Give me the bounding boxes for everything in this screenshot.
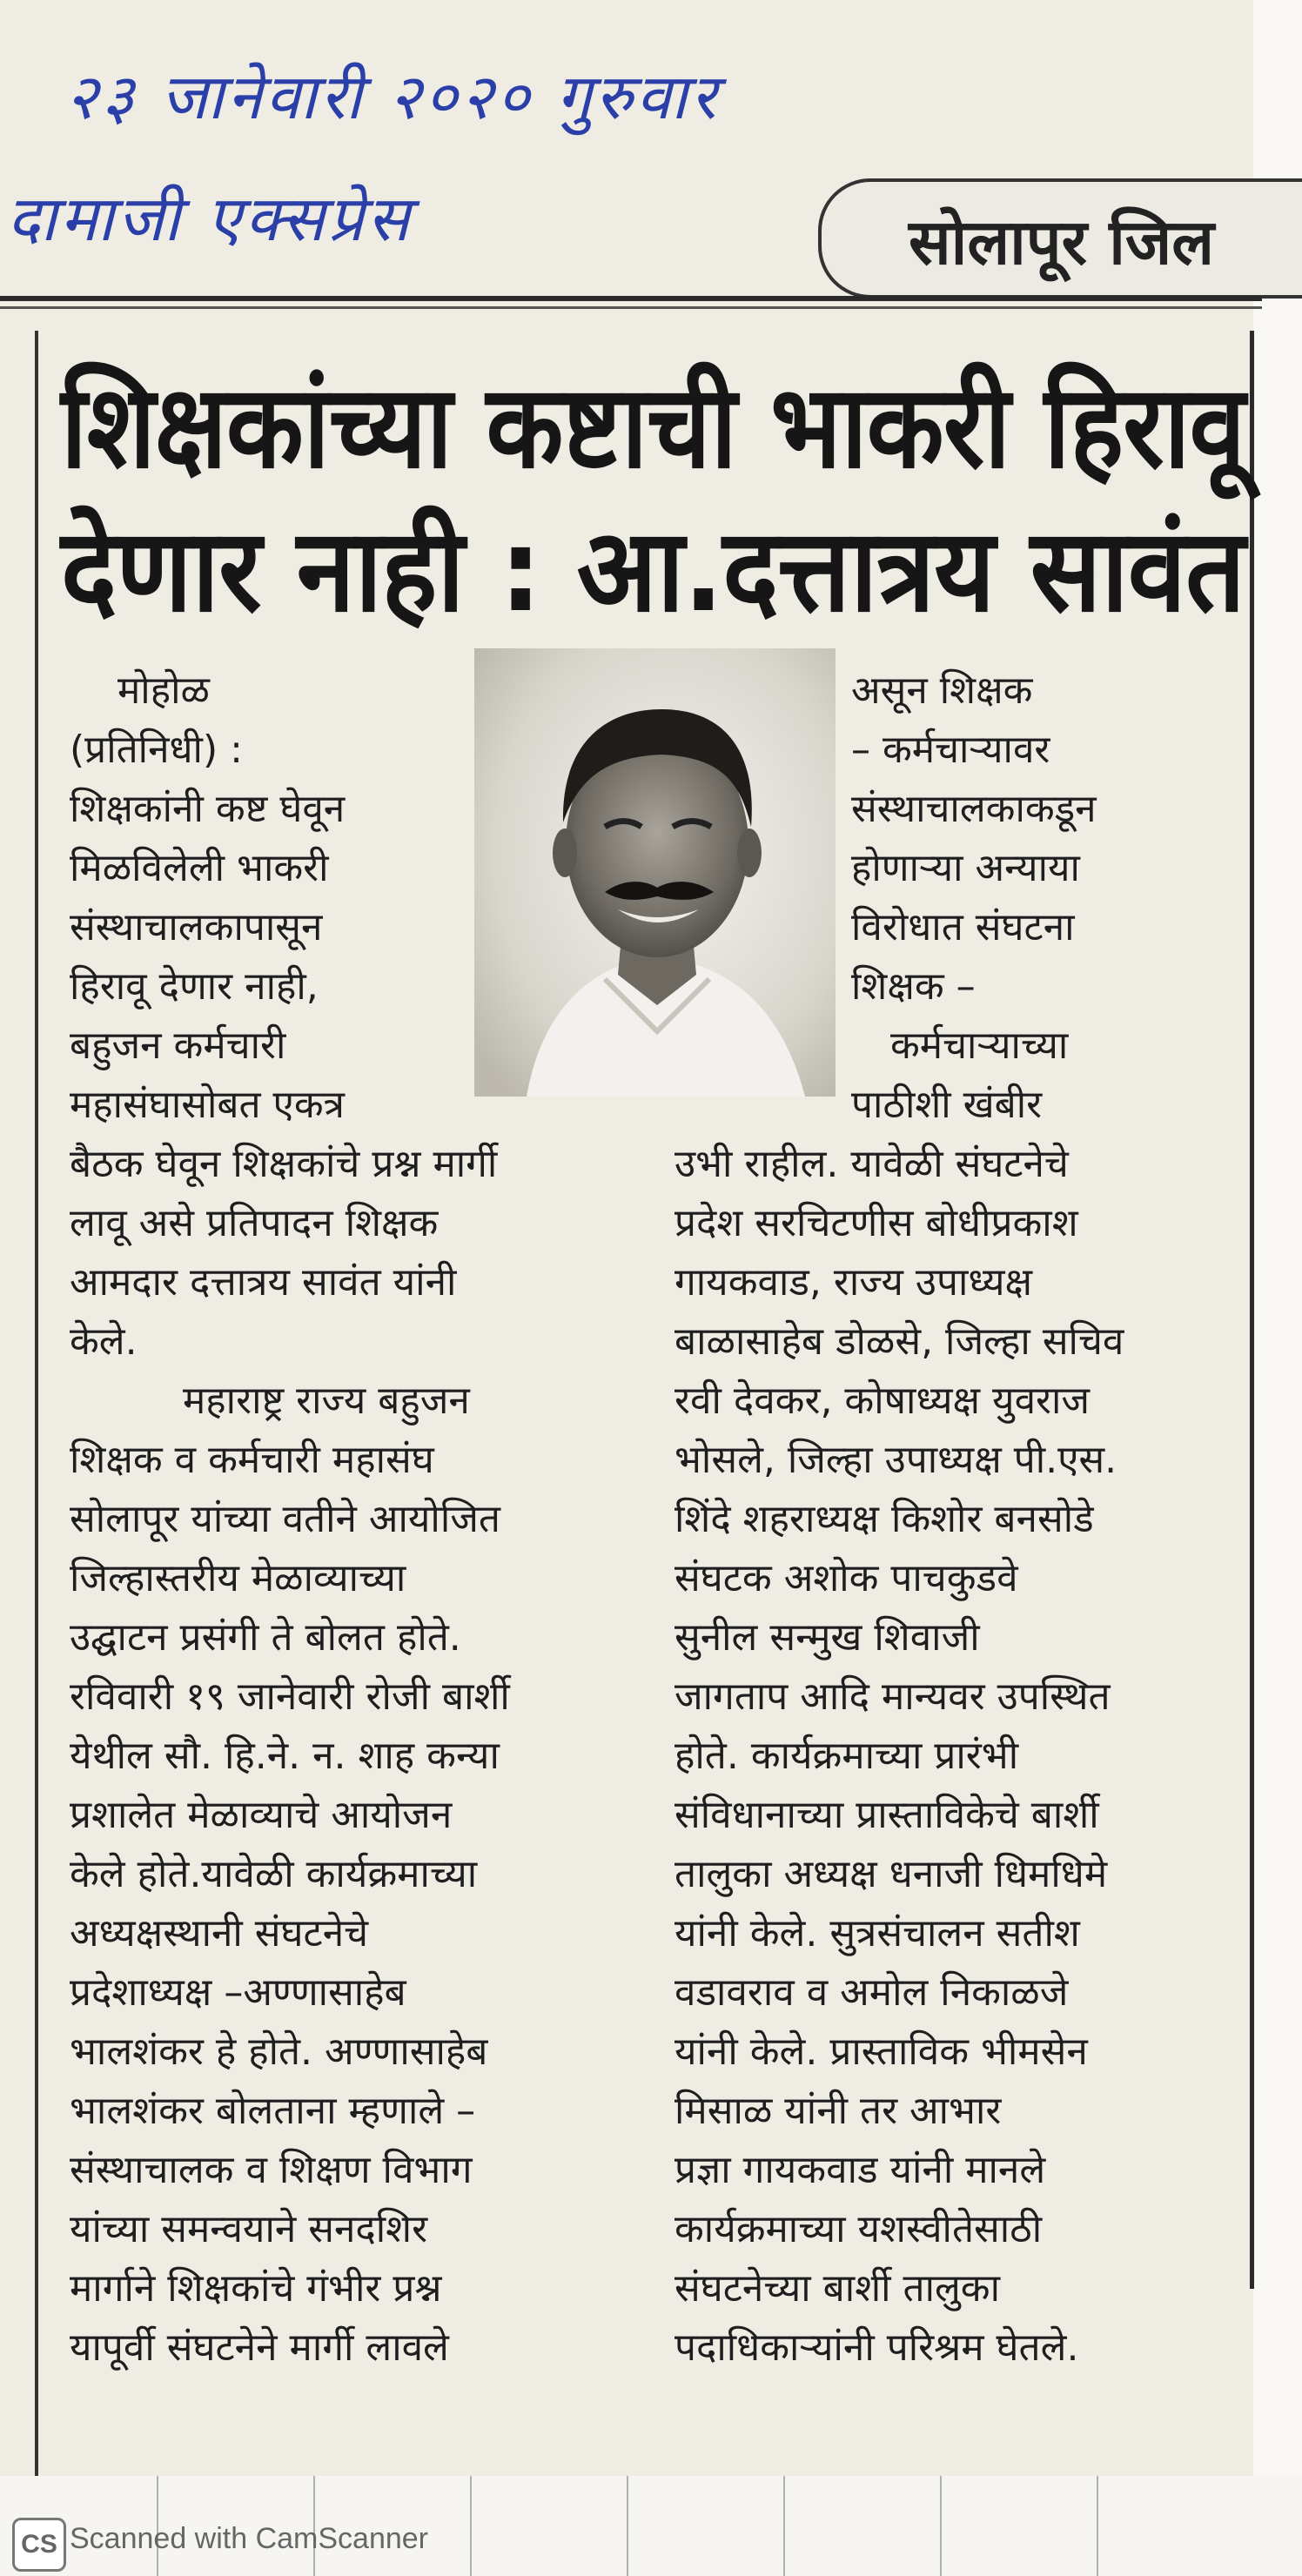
text-line: गायकवाड, राज्य उपाध्यक्ष bbox=[674, 1260, 1033, 1305]
text-line: प्रदेश सरचिटणीस बोधीप्रकाश bbox=[674, 1201, 1078, 1245]
sheet-line bbox=[470, 2476, 472, 2576]
top-rule-thin bbox=[0, 306, 1262, 309]
text-line: शिक्षकांनी कष्ट घेवून bbox=[70, 787, 346, 831]
top-rule bbox=[0, 296, 1262, 301]
text-line: महाराष्ट्र राज्य बहुजन bbox=[183, 1379, 470, 1423]
text-line: उद्घाटन प्रसंगी ते बोलत होते. bbox=[70, 1615, 461, 1660]
text-line: मिळविलेली भाकरी bbox=[70, 846, 329, 890]
handwritten-newspaper-name: दामाजी एक्सप्रेस bbox=[7, 182, 413, 255]
text-line: महासंघासोबत एकत्र bbox=[70, 1083, 345, 1127]
text-line: वडावराव व अमोल निकाळजे bbox=[674, 1970, 1069, 2015]
text-line: येथील सौ. हि.ने. न. शाह कन्या bbox=[70, 1734, 500, 1778]
text-line: – कर्मचाऱ्यावर bbox=[851, 728, 1050, 772]
left-border-rule bbox=[35, 331, 38, 2524]
scanner-watermark: Scanned with CamScanner bbox=[70, 2522, 429, 2555]
text-line: संघटनेच्या बार्शी तालुका bbox=[674, 2266, 1000, 2311]
text-line: बैठक घेवून शिक्षकांचे प्रश्न मार्गी bbox=[70, 1142, 498, 1186]
text-line: सुनील सन्मुख शिवाजी bbox=[674, 1615, 980, 1660]
text-line: पदाधिकाऱ्यांनी परिश्रम घेतले. bbox=[674, 2325, 1079, 2370]
text-line: होणाऱ्या अन्याया bbox=[851, 846, 1080, 890]
text-line: संस्थाचालक व शिक्षण विभाग bbox=[70, 2148, 473, 2192]
text-line: जिल्हास्तरीय मेळाव्याच्या bbox=[70, 1556, 406, 1600]
headline-line-1: शिक्षकांच्या कष्टाची भाकरी हिरावू bbox=[61, 360, 1245, 494]
text-line: उभी राहील. यावेळी संघटनेचे bbox=[674, 1142, 1069, 1186]
sheet-line bbox=[783, 2476, 785, 2576]
text-line: यांनी केले. प्रास्ताविक भीमसेन bbox=[674, 2029, 1088, 2074]
text-line: शिक्षक – bbox=[851, 964, 976, 1009]
text-line: प्रदेशाध्यक्ष –अण्णासाहेब bbox=[70, 1970, 406, 2015]
text-line: मिसाळ यांनी तर आभार bbox=[674, 2089, 1002, 2133]
text-line: प्रशालेत मेळाव्याचे आयोजन bbox=[70, 1793, 453, 1837]
text-line: होते. कार्यक्रमाच्या प्रारंभी bbox=[674, 1734, 1019, 1778]
handwritten-date: २३ जानेवारी २०२० गुरुवार bbox=[65, 60, 720, 133]
headline-line-2: देणार नाही : आ.दत्तात्रय सावंत bbox=[61, 504, 1245, 638]
text-line: भोसले, जिल्हा उपाध्यक्ष पी.एस. bbox=[674, 1438, 1117, 1482]
text-line: रविवारी १९ जानेवारी रोजी बार्शी bbox=[70, 1674, 510, 1719]
text-line: असून शिक्षक bbox=[851, 668, 1033, 713]
text-line: बाळासाहेब डोळसे, जिल्हा सचिव bbox=[674, 1319, 1124, 1364]
text-line: तालुका अध्यक्ष धनाजी धिमधिमे bbox=[674, 1852, 1108, 1896]
text-line: कर्मचाऱ्याच्या bbox=[890, 1023, 1069, 1068]
text-line: रवी देवकर, कोषाध्यक्ष युवराज bbox=[674, 1379, 1091, 1423]
section-tab bbox=[818, 178, 1302, 299]
text-line: हिरावू देणार नाही, bbox=[70, 964, 319, 1009]
text-line: कार्यक्रमाच्या यशस्वीतेसाठी bbox=[674, 2207, 1043, 2251]
text-line: अध्यक्षस्थानी संघटनेचे bbox=[70, 1911, 369, 1955]
sheet-line bbox=[940, 2476, 942, 2576]
text-line: भालशंकर बोलताना म्हणाले – bbox=[70, 2089, 476, 2133]
text-line: केले. bbox=[70, 1319, 138, 1364]
text-line: यापूर्वी संघटनेने मार्गी लावले bbox=[70, 2325, 449, 2370]
camscanner-logo-icon: CS bbox=[12, 2518, 66, 2572]
text-line: संघटक अशोक पाचकुडवे bbox=[674, 1556, 1018, 1600]
text-line: विरोधात संघटना bbox=[851, 905, 1075, 949]
text-line: शिंदे शहराध्यक्ष किशोर बनसोडे bbox=[674, 1497, 1094, 1541]
text-line: आमदार दत्तात्रय सावंत यांनी bbox=[70, 1260, 457, 1305]
text-line: यांच्या समन्वयाने सनदशिर bbox=[70, 2207, 428, 2251]
portrait-photo bbox=[474, 648, 836, 1097]
text-line: लावू असे प्रतिपादन शिक्षक bbox=[70, 1201, 439, 1245]
text-line: प्रज्ञा गायकवाड यांनी मानले bbox=[674, 2148, 1046, 2192]
text-line: जागताप आदि मान्यवर उपस्थित bbox=[674, 1674, 1111, 1719]
text-line: सोलापूर यांच्या वतीने आयोजित bbox=[70, 1497, 500, 1541]
text-line: शिक्षक व कर्मचारी महासंघ bbox=[70, 1438, 434, 1482]
text-line: यांनी केले. सुत्रसंचालन सतीश bbox=[674, 1911, 1080, 1955]
text-line: केले होते.यावेळी कार्यक्रमाच्या bbox=[70, 1852, 478, 1896]
text-line: (प्रतिनिधी) : bbox=[70, 728, 243, 772]
text-line: भालशंकर हे होते. अण्णासाहेब bbox=[70, 2029, 488, 2074]
text-line: संस्थाचालकाकडून bbox=[851, 787, 1097, 831]
sheet-line bbox=[1097, 2476, 1098, 2576]
right-border-rule bbox=[1250, 331, 1254, 2289]
text-line: संविधानाच्या प्रास्ताविकेचे बार्शी bbox=[674, 1793, 1099, 1837]
text-line: मोहोळ bbox=[117, 668, 210, 713]
text-line: पाठीशी खंबीर bbox=[851, 1083, 1043, 1127]
sheet-line bbox=[627, 2476, 628, 2576]
text-line: बहुजन कर्मचारी bbox=[70, 1023, 286, 1068]
scan-margin bbox=[1253, 0, 1302, 2576]
text-line: संस्थाचालकापासून bbox=[70, 905, 323, 949]
section-tab-label: सोलापूर जिल bbox=[909, 205, 1215, 278]
text-line: मार्गाने शिक्षकांचे गंभीर प्रश्न bbox=[70, 2266, 442, 2311]
